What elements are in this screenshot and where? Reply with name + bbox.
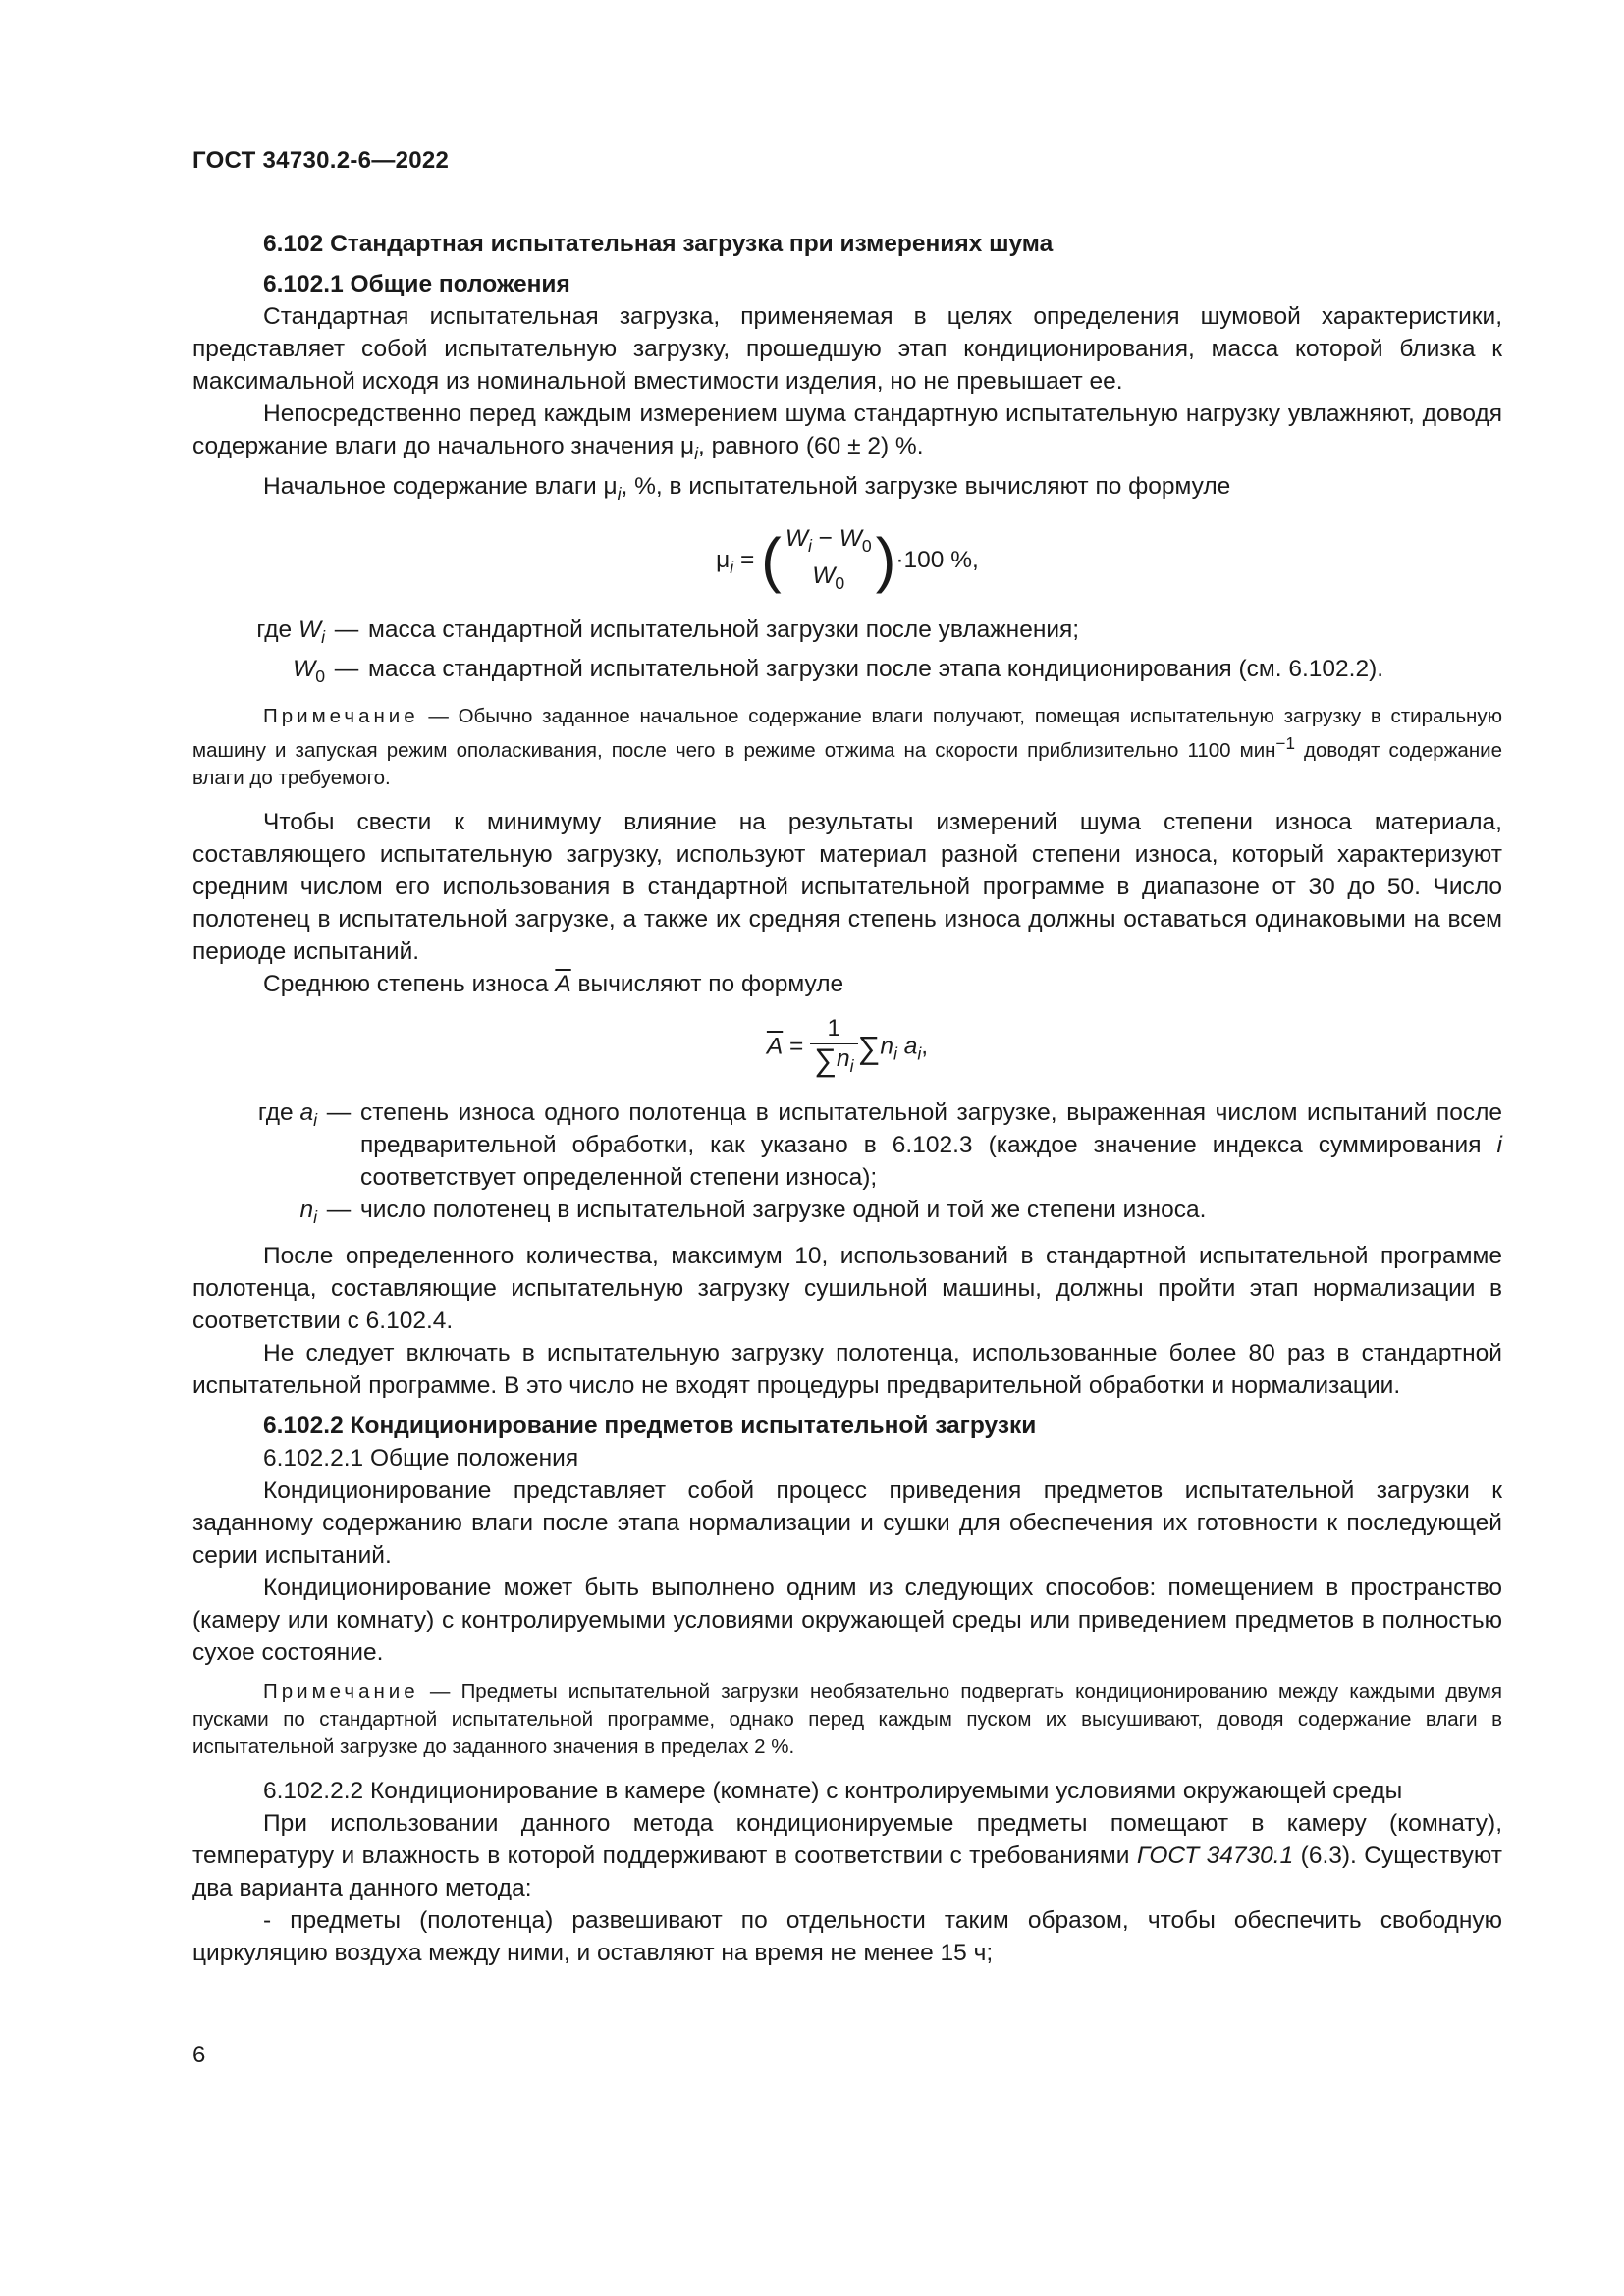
paragraph: Кондиционирование может быть выполнено одним из следующих способов: помещением в пространство (камеру или комнату) с контролируемыми условиями окружающей среды или приведением предметов в полностью сухое состояние. [192, 1574, 1502, 1666]
paragraph: Среднюю степень износа $\overline{A}$ вычисляют по формуле [263, 971, 844, 998]
formula-moisture: $\mu_i$ = ( $\frac{W_i - W_0}{W_0}$ )·100 %, [716, 524, 979, 595]
paragraph: Непосредственно перед каждым измерением шума стандартную испытательную нагрузку увлажняют, доводя содержание влаги до начального значения $\mu_i$, равного (60 ± 2) %. [192, 400, 1502, 463]
subsection-6-102-2-2-title: 6.102.2.2 Кондиционирование в камере (комнате) с контролируемыми условиями окружающей среды [263, 1777, 1403, 1804]
paragraph: При использовании данного метода кондиционируемые предметы помещают в камеру (комнату), температуру и влажность в которой поддерживают в соответствии с требованиями ГОСТ 34730.1 (6.3). Существуют два варианта данного метода: [192, 1809, 1502, 1901]
definition-row: где $a_i$ — степень износа одного полотенца в испытательной загрузке, выраженная числом испытаний после предварительной обработки, как указано в 6.102.3 (каждое значение индекса суммирования i соответствует определенной степени износа); [257, 1099, 1502, 1192]
section-6-102-1-title: 6.102.1 Общие положения [263, 271, 570, 297]
section-6-102-2-title: 6.102.2 Кондиционирование предметов испытательной загрузки [263, 1412, 1037, 1439]
definition-row: где $W_i$ — масса стандартной испытательной загрузки после увлажнения; [256, 615, 1080, 647]
paragraph: Кондиционирование представляет собой процесс приведения предметов испытательной загрузки к заданному содержанию влаги после этапа нормализации и сушки для обеспечения их готовности к последующей серии испытаний. [192, 1476, 1502, 1569]
definition-row: $n_i$ — число полотенец в испытательной загрузке одной и той же степени износа. [299, 1197, 1207, 1227]
paragraph: Стандартная испытательная загрузка, применяемая в целях определения шумовой характеристики, представляет собой испытательную загрузку, прошедшую этап кондиционирования, масса которой близка к максимальной исходя из номинальной вместимости изделия, но не превышает ее. [192, 303, 1502, 395]
formula-definitions [192, 614, 1502, 694]
note: Примечание — Предметы испытательной загрузки необязательно подвергать кондиционированию между каждыми двумя пусками по стандартной испытательной программе, однако перед каждым пуском их высушивают, доводя содержание влаги в испытательной загрузке до заданного значения в пределах 2 %. [192, 1680, 1502, 1758]
formula-definitions [192, 1096, 1502, 1234]
paragraph: После определенного количества, максимум 10, использований в стандартной испытательной программе полотенца, составляющие испытательную загрузку сушильной машины, должны пройти этап нормализации в соответствии с 6.102.4. [192, 1242, 1502, 1334]
formula-wear: $\overline{A}$ = $\frac{1}{\sum n_i}$ $\sum n_i$ $a_i$, [766, 1015, 929, 1078]
page-number: 6 [192, 2042, 206, 2068]
page-body [192, 222, 1502, 1969]
note: Примечание — Обычно заданное начальное содержание влаги получают, помещая испытательную загрузку в стиральную машину и запуская режим ополаскивания, после чего в режиме отжима на скорости приблизительно 1100 мин$^{-1}$ доводят содержание влаги до требуемого. [192, 705, 1502, 790]
definition-row: $W_0$ — масса стандартной испытательной загрузки после этапа кондиционирования (см. 6.102.2). [293, 656, 1384, 687]
paragraph: Не следует включать в испытательную загрузку полотенца, использованные более 80 раз в стандартной испытательной программе. В это число не входят процедуры предварительной обработки и нормализации. [192, 1339, 1502, 1399]
paragraph: Начальное содержание влаги $\mu_i$, %, в испытательной загрузке вычисляют по формуле [263, 472, 1231, 504]
paragraph: Чтобы свести к минимуму влияние на результаты измерений шума степени износа материала, составляющего испытательную загрузку, используют материал разной степени износа, который характеризуют средним числом его использования в стандартной испытательной программе в диапазоне от 30 до 50. Число полотенец в испытательной загрузке, а также их средняя степень износа должны оставаться одинаковыми на всем периоде испытаний. [192, 809, 1502, 966]
document-code: ГОСТ 34730.2-6—2022 [192, 147, 450, 174]
section-6-102-title: 6.102 Стандартная испытательная загрузка при измерениях шума [263, 231, 1054, 257]
subsection-6-102-2-1-title: 6.102.2.1 Общие положения [263, 1444, 579, 1471]
list-item: - предметы (полотенца) развешивают по отдельности таким образом, чтобы обеспечить свободную циркуляцию воздуха между ними, и оставляют на время не менее 15 ч; [192, 1906, 1502, 1966]
